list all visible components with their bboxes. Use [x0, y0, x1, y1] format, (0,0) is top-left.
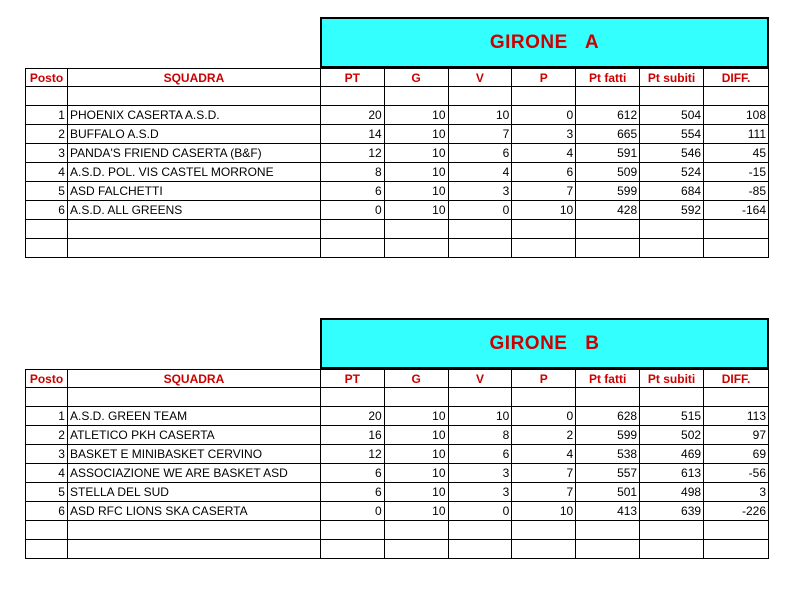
column-header-pt-fatti: Pt fatti [576, 370, 640, 388]
empty-cell [26, 239, 68, 258]
cell-diff: -85 [704, 182, 769, 201]
cell-p: 0 [512, 407, 576, 426]
empty-row [26, 220, 769, 239]
empty-cell [640, 388, 704, 407]
cell-pt: 0 [320, 502, 384, 521]
cell-g: 10 [384, 201, 448, 220]
cell-pt-fatti: 413 [576, 502, 640, 521]
cell-g: 10 [384, 182, 448, 201]
empty-cell [704, 220, 769, 239]
empty-cell [704, 540, 769, 559]
empty-cell [640, 87, 704, 106]
empty-cell [704, 239, 769, 258]
cell-squadra: BUFFALO A.S.D [67, 125, 320, 144]
column-header-squadra: SQUADRA [67, 370, 320, 388]
cell-posto: 3 [26, 445, 68, 464]
cell-pt-subiti: 554 [640, 125, 704, 144]
table-row [26, 163, 769, 182]
cell-pt: 12 [320, 144, 384, 163]
cell-pt-fatti: 538 [576, 445, 640, 464]
cell-diff: -226 [704, 502, 769, 521]
cell-diff: 45 [704, 144, 769, 163]
cell-diff: -164 [704, 201, 769, 220]
empty-cell [384, 521, 448, 540]
cell-posto: 1 [26, 407, 68, 426]
cell-pt: 20 [320, 407, 384, 426]
cell-diff: 69 [704, 445, 769, 464]
cell-p: 2 [512, 426, 576, 445]
empty-cell [320, 239, 384, 258]
cell-posto: 6 [26, 502, 68, 521]
empty-cell [576, 540, 640, 559]
empty-cell [576, 521, 640, 540]
table-row [26, 106, 769, 125]
empty-row [26, 87, 769, 106]
cell-squadra: A.S.D. POL. VIS CASTEL MORRONE [67, 163, 320, 182]
cell-g: 10 [384, 426, 448, 445]
cell-pt-fatti: 509 [576, 163, 640, 182]
empty-cell [67, 239, 320, 258]
standings-table [25, 68, 769, 258]
empty-cell [640, 220, 704, 239]
cell-pt: 20 [320, 106, 384, 125]
column-header-v: V [448, 370, 512, 388]
cell-v: 0 [448, 201, 512, 220]
table-row [26, 464, 769, 483]
table-row [26, 407, 769, 426]
cell-p: 10 [512, 502, 576, 521]
empty-cell [512, 239, 576, 258]
cell-pt-subiti: 498 [640, 483, 704, 502]
cell-pt-fatti: 501 [576, 483, 640, 502]
table-row [26, 502, 769, 521]
empty-cell [384, 540, 448, 559]
table-row [26, 426, 769, 445]
cell-v: 10 [448, 106, 512, 125]
cell-pt-subiti: 613 [640, 464, 704, 483]
empty-cell [448, 388, 512, 407]
cell-v: 10 [448, 407, 512, 426]
cell-pt-subiti: 639 [640, 502, 704, 521]
cell-g: 10 [384, 106, 448, 125]
cell-pt: 6 [320, 182, 384, 201]
empty-cell [576, 239, 640, 258]
cell-diff: 97 [704, 426, 769, 445]
group-title-box [320, 318, 769, 369]
header-row [26, 69, 769, 87]
cell-pt: 6 [320, 483, 384, 502]
cell-v: 3 [448, 483, 512, 502]
cell-posto: 4 [26, 163, 68, 182]
cell-pt: 0 [320, 201, 384, 220]
empty-cell [26, 540, 68, 559]
empty-cell [448, 220, 512, 239]
empty-cell [320, 220, 384, 239]
column-header-p: P [512, 370, 576, 388]
empty-cell [384, 220, 448, 239]
cell-v: 3 [448, 182, 512, 201]
empty-cell [576, 87, 640, 106]
cell-diff: 113 [704, 407, 769, 426]
cell-p: 7 [512, 464, 576, 483]
empty-cell [448, 521, 512, 540]
cell-pt-fatti: 599 [576, 426, 640, 445]
empty-cell [384, 87, 448, 106]
empty-cell [576, 388, 640, 407]
empty-cell [67, 220, 320, 239]
cell-squadra: STELLA DEL SUD [67, 483, 320, 502]
cell-posto: 5 [26, 182, 68, 201]
empty-cell [384, 388, 448, 407]
cell-pt-subiti: 515 [640, 407, 704, 426]
column-header-g: G [384, 370, 448, 388]
cell-diff: 3 [704, 483, 769, 502]
table-row [26, 125, 769, 144]
cell-posto: 5 [26, 483, 68, 502]
empty-cell [320, 388, 384, 407]
empty-cell [512, 220, 576, 239]
group-title: GIRONE B [489, 332, 600, 354]
cell-pt-subiti: 684 [640, 182, 704, 201]
cell-p: 3 [512, 125, 576, 144]
cell-pt: 16 [320, 426, 384, 445]
cell-p: 7 [512, 182, 576, 201]
empty-cell [26, 388, 68, 407]
cell-pt-fatti: 612 [576, 106, 640, 125]
empty-cell [512, 521, 576, 540]
header-row [26, 370, 769, 388]
cell-p: 0 [512, 106, 576, 125]
empty-cell [640, 540, 704, 559]
cell-g: 10 [384, 125, 448, 144]
cell-pt-fatti: 428 [576, 201, 640, 220]
cell-g: 10 [384, 144, 448, 163]
empty-cell [67, 521, 320, 540]
cell-squadra: A.S.D. GREEN TEAM [67, 407, 320, 426]
empty-cell [512, 388, 576, 407]
empty-cell [640, 239, 704, 258]
cell-pt-fatti: 599 [576, 182, 640, 201]
empty-row [26, 239, 769, 258]
empty-cell [320, 521, 384, 540]
cell-squadra: A.S.D. ALL GREENS [67, 201, 320, 220]
cell-pt-subiti: 546 [640, 144, 704, 163]
empty-cell [320, 540, 384, 559]
cell-pt: 12 [320, 445, 384, 464]
cell-p: 6 [512, 163, 576, 182]
empty-cell [67, 388, 320, 407]
table-row [26, 201, 769, 220]
empty-cell [448, 87, 512, 106]
group-title-box [320, 17, 769, 68]
empty-cell [704, 87, 769, 106]
column-header-diff: DIFF. [704, 370, 769, 388]
cell-squadra: ASD FALCHETTI [67, 182, 320, 201]
empty-cell [704, 521, 769, 540]
empty-cell [26, 521, 68, 540]
empty-cell [67, 87, 320, 106]
cell-diff: 108 [704, 106, 769, 125]
column-header-pt: PT [320, 69, 384, 87]
cell-v: 7 [448, 125, 512, 144]
cell-posto: 3 [26, 144, 68, 163]
column-header-pt-subiti: Pt subiti [640, 69, 704, 87]
column-header-p: P [512, 69, 576, 87]
column-header-pt-subiti: Pt subiti [640, 370, 704, 388]
table-row [26, 483, 769, 502]
group-title: GIRONE A [489, 31, 600, 53]
column-header-squadra: SQUADRA [67, 69, 320, 87]
cell-squadra: PANDA'S FRIEND CASERTA (B&F) [67, 144, 320, 163]
cell-posto: 4 [26, 464, 68, 483]
cell-p: 7 [512, 483, 576, 502]
cell-pt: 6 [320, 464, 384, 483]
cell-posto: 6 [26, 201, 68, 220]
cell-g: 10 [384, 163, 448, 182]
empty-row [26, 540, 769, 559]
empty-cell [26, 220, 68, 239]
cell-squadra: ATLETICO PKH CASERTA [67, 426, 320, 445]
cell-diff: -56 [704, 464, 769, 483]
cell-pt-fatti: 665 [576, 125, 640, 144]
empty-cell [384, 239, 448, 258]
table-row [26, 144, 769, 163]
cell-g: 10 [384, 464, 448, 483]
standings-table [25, 369, 769, 559]
cell-posto: 2 [26, 125, 68, 144]
cell-pt-subiti: 502 [640, 426, 704, 445]
empty-cell [320, 87, 384, 106]
cell-p: 4 [512, 445, 576, 464]
cell-v: 3 [448, 464, 512, 483]
cell-posto: 1 [26, 106, 68, 125]
column-header-pt: PT [320, 370, 384, 388]
empty-row [26, 521, 769, 540]
empty-cell [512, 87, 576, 106]
cell-squadra: BASKET E MINIBASKET CERVINO [67, 445, 320, 464]
cell-p: 10 [512, 201, 576, 220]
cell-pt-subiti: 469 [640, 445, 704, 464]
empty-cell [704, 388, 769, 407]
cell-pt: 14 [320, 125, 384, 144]
cell-posto: 2 [26, 426, 68, 445]
empty-cell [448, 540, 512, 559]
table-row [26, 182, 769, 201]
cell-pt-fatti: 557 [576, 464, 640, 483]
empty-cell [26, 87, 68, 106]
column-header-diff: DIFF. [704, 69, 769, 87]
empty-row [26, 388, 769, 407]
cell-pt-subiti: 504 [640, 106, 704, 125]
empty-cell [512, 540, 576, 559]
cell-pt: 8 [320, 163, 384, 182]
cell-g: 10 [384, 483, 448, 502]
cell-pt-subiti: 524 [640, 163, 704, 182]
column-header-g: G [384, 69, 448, 87]
cell-g: 10 [384, 407, 448, 426]
column-header-pt-fatti: Pt fatti [576, 69, 640, 87]
cell-g: 10 [384, 502, 448, 521]
cell-p: 4 [512, 144, 576, 163]
cell-pt-fatti: 628 [576, 407, 640, 426]
cell-pt-fatti: 591 [576, 144, 640, 163]
column-header-v: V [448, 69, 512, 87]
cell-v: 6 [448, 445, 512, 464]
column-header-posto: Posto [26, 69, 68, 87]
cell-diff: 111 [704, 125, 769, 144]
cell-squadra: ASSOCIAZIONE WE ARE BASKET ASD [67, 464, 320, 483]
cell-diff: -15 [704, 163, 769, 182]
cell-v: 4 [448, 163, 512, 182]
cell-v: 6 [448, 144, 512, 163]
empty-cell [640, 521, 704, 540]
cell-squadra: ASD RFC LIONS SKA CASERTA [67, 502, 320, 521]
cell-v: 0 [448, 502, 512, 521]
cell-g: 10 [384, 445, 448, 464]
table-row [26, 445, 769, 464]
column-header-posto: Posto [26, 370, 68, 388]
empty-cell [67, 540, 320, 559]
cell-pt-subiti: 592 [640, 201, 704, 220]
cell-v: 8 [448, 426, 512, 445]
cell-squadra: PHOENIX CASERTA A.S.D. [67, 106, 320, 125]
empty-cell [448, 239, 512, 258]
empty-cell [576, 220, 640, 239]
